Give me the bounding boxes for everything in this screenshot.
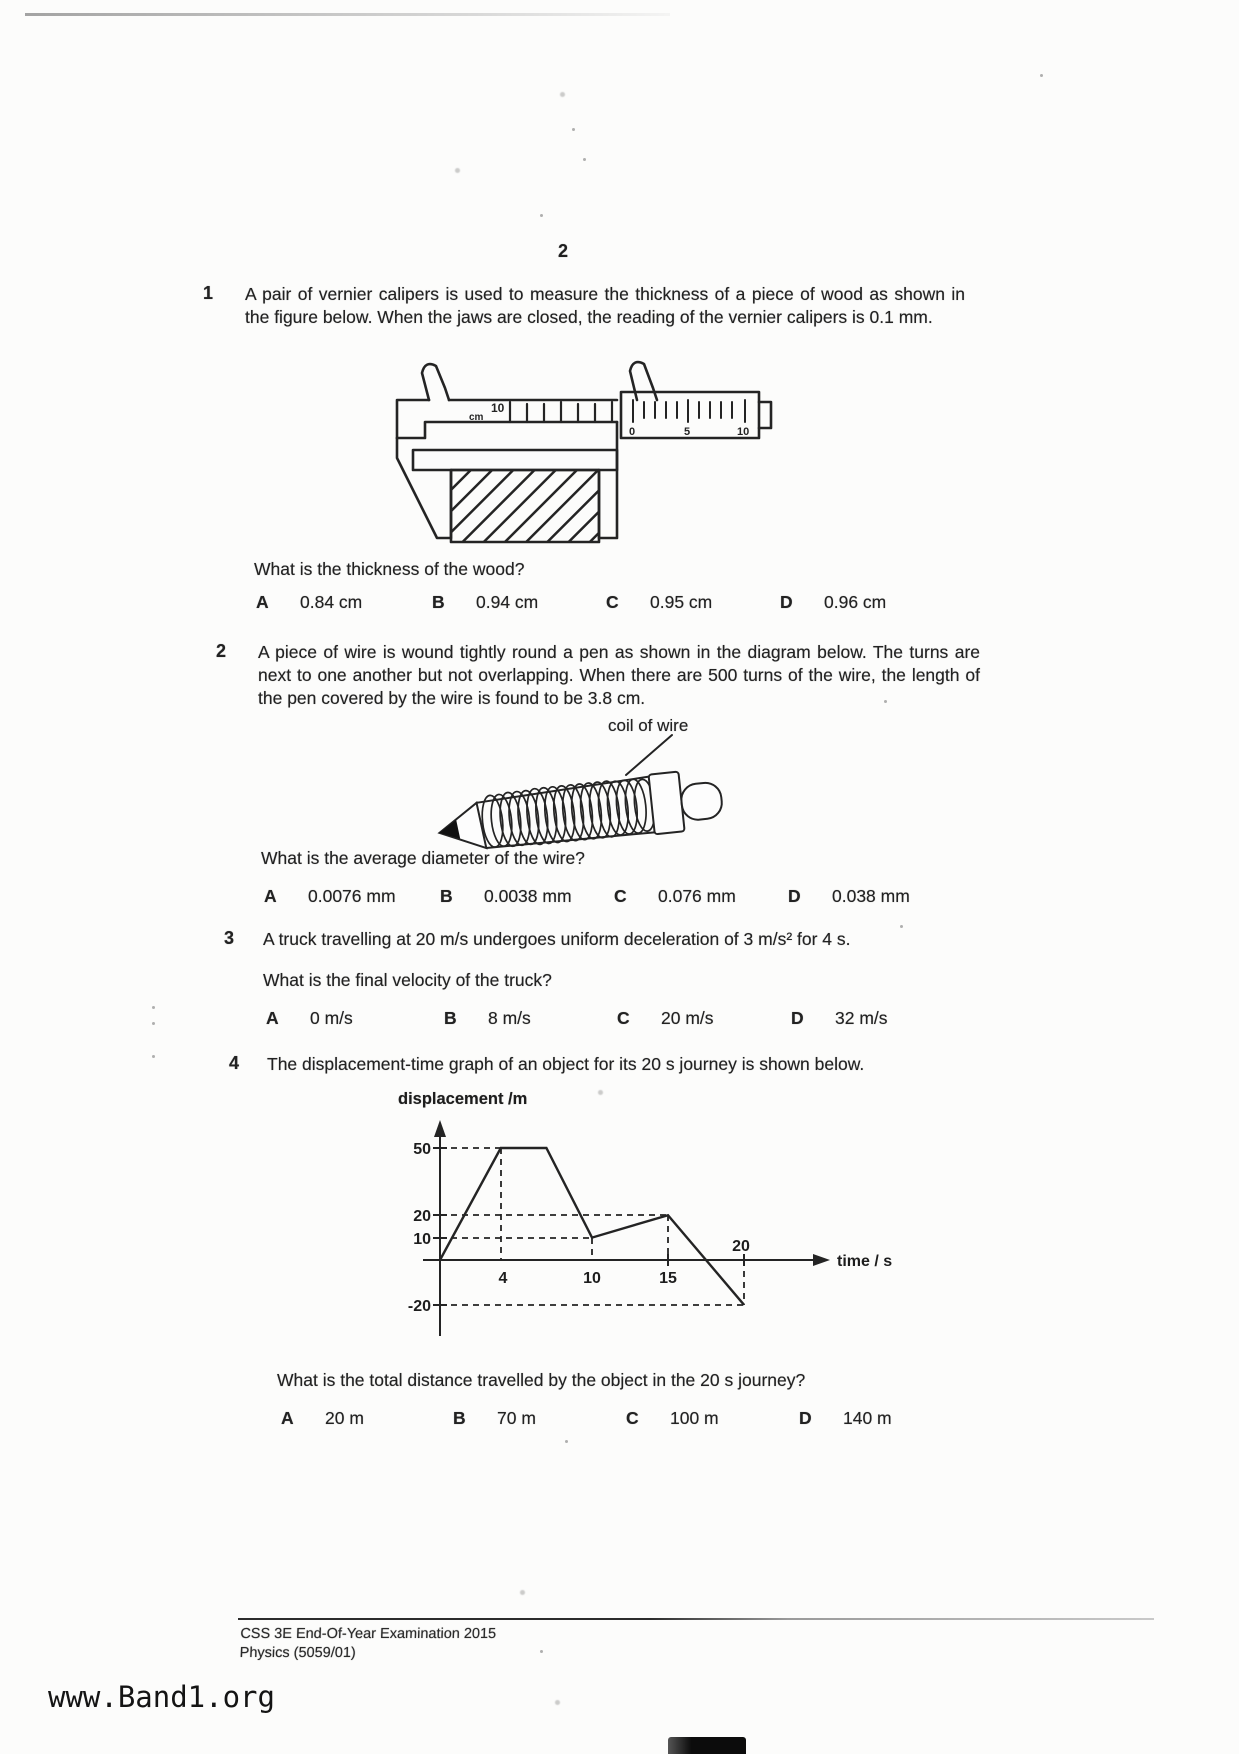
pencil-tip	[437, 802, 487, 852]
caliper-movable-jaw	[599, 422, 617, 538]
vernier-label-0: 0	[629, 426, 636, 438]
caliper-slider-prong	[630, 362, 657, 400]
question-3-text: A truck travelling at 20 m/s undergoes uniform deceleration of 3 m/s² for 4 s.	[263, 929, 851, 949]
scan-noise	[540, 1650, 543, 1653]
option-letter: C	[614, 886, 627, 906]
q1-option-d	[780, 592, 886, 613]
option-value: 0.94 cm	[476, 592, 539, 612]
question-1-text: A pair of vernier calipers is used to measure the thickness of a piece of wood as shown in the figure below. When the jaws are closed, the reading of the vernier calipers is 0.1 mm.	[245, 284, 965, 327]
q2-option-b	[440, 886, 572, 907]
callout-leader-line	[626, 735, 672, 775]
question-4-text: The displacement-time graph of an object for its 20 s journey is shown below.	[267, 1054, 865, 1074]
y-tick-label: 50	[413, 1141, 431, 1158]
option-value: 0.95 cm	[650, 592, 713, 612]
footer-exam-title: CSS 3E End-Of-Year Examination 2015	[240, 1626, 497, 1642]
q3-option-c	[617, 1008, 714, 1029]
scan-noise	[1040, 74, 1043, 77]
coil-of-wire-label: coil of wire	[608, 716, 689, 735]
question-3-prompt: What is the final velocity of the truck?	[263, 970, 552, 990]
scan-noise	[560, 92, 565, 97]
option-letter: C	[606, 592, 619, 612]
option-letter: D	[788, 886, 801, 906]
option-letter: B	[453, 1408, 466, 1428]
scan-noise	[583, 158, 586, 161]
wire-coil	[480, 776, 658, 850]
question-2-text: A piece of wire is wound tightly round a pen as shown in the diagram below. The turns are next to one another but not overlapping. When there are 500 turns of the wire, the length of the pen covered by the wire is found to be 3.8 cm.	[258, 642, 980, 708]
scan-noise	[598, 1090, 603, 1095]
scan-noise	[455, 168, 460, 173]
vernier-label-5: 5	[684, 426, 691, 438]
x-axis-arrow	[813, 1254, 830, 1266]
x-tick-label: 10	[583, 1270, 601, 1287]
main-scale-unit-label: cm	[469, 412, 484, 423]
pen-with-coil-figure	[420, 733, 760, 863]
vernier-calipers-figure	[385, 342, 775, 554]
vernier-ticks	[633, 400, 745, 422]
option-value: 0.84 cm	[300, 592, 363, 612]
option-letter: A	[256, 592, 269, 612]
scan-noise	[152, 1006, 155, 1009]
question-3-number: 3	[224, 928, 235, 948]
caliper-fixed-jaw	[397, 438, 451, 538]
q2-option-c	[614, 886, 736, 907]
scan-noise	[152, 1055, 155, 1058]
x-tick-label: 20	[732, 1238, 750, 1255]
q1-option-a	[256, 592, 362, 613]
option-value: 0.96 cm	[824, 592, 887, 612]
option-value: 8 m/s	[488, 1008, 531, 1028]
scan-noise	[565, 1440, 568, 1443]
y-tick-label: 20	[413, 1208, 431, 1225]
question-4-prompt: What is the total distance travelled by the object in the 20 s journey?	[277, 1370, 806, 1390]
scan-black-mark	[668, 1737, 746, 1754]
option-letter: C	[617, 1008, 630, 1028]
q4-option-d	[799, 1408, 892, 1429]
footer-subject: Physics (5059/01)	[239, 1645, 357, 1661]
option-value: 0.076 mm	[658, 886, 736, 906]
option-value: 70 m	[497, 1408, 536, 1428]
q2-option-d	[788, 886, 910, 907]
pencil-ferrule	[649, 772, 685, 835]
option-letter: B	[444, 1008, 457, 1028]
q3-option-d	[791, 1008, 888, 1029]
option-letter: A	[281, 1408, 294, 1428]
option-value: 0 m/s	[310, 1008, 353, 1028]
scan-noise	[572, 128, 575, 131]
caliper-shelf	[413, 450, 617, 470]
caliper-beam-end	[759, 402, 771, 428]
displacement-time-graph	[385, 1108, 905, 1363]
y-axis-label: displacement /m	[398, 1090, 528, 1108]
option-letter: C	[626, 1408, 639, 1428]
q4-option-c	[626, 1408, 719, 1429]
scan-noise	[520, 1590, 525, 1595]
scan-noise	[152, 1022, 155, 1025]
page-number: 2	[558, 241, 569, 261]
question-1-number: 1	[203, 283, 214, 303]
question-2-number: 2	[216, 641, 227, 661]
option-value: 32 m/s	[835, 1008, 888, 1028]
wood-block	[451, 470, 599, 542]
option-letter: D	[780, 592, 793, 612]
q3-option-b	[444, 1008, 531, 1029]
vernier-label-10: 10	[737, 426, 750, 438]
scan-noise	[540, 214, 543, 217]
option-letter: A	[266, 1008, 279, 1028]
q1-option-b	[432, 592, 538, 613]
y-tick-label: 10	[413, 1231, 431, 1248]
option-value: 20 m/s	[661, 1008, 714, 1028]
option-value: 100 m	[670, 1408, 719, 1428]
main-scale-number: 10	[491, 401, 505, 415]
footer	[239, 1625, 496, 1663]
question-2-prompt: What is the average diameter of the wire?	[261, 848, 585, 868]
option-letter: A	[264, 886, 277, 906]
q4-option-b	[453, 1408, 536, 1429]
question-4-number: 4	[229, 1053, 240, 1073]
y-tick-label: -20	[407, 1298, 431, 1315]
scan-noise	[555, 1700, 560, 1705]
x-axis-label: time / s	[837, 1253, 893, 1270]
option-value: 0.0076 mm	[308, 886, 396, 906]
footer-rule	[238, 1618, 1154, 1620]
pencil-eraser	[680, 781, 724, 821]
y-axis-arrow	[434, 1120, 446, 1137]
q1-option-c	[606, 592, 712, 613]
x-tick-label: 4	[498, 1270, 508, 1287]
watermark-url: www.Band1.org	[48, 1680, 275, 1714]
option-letter: D	[799, 1408, 812, 1428]
option-value: 0.0038 mm	[484, 886, 572, 906]
q2-option-a	[264, 886, 396, 907]
option-value: 140 m	[843, 1408, 892, 1428]
main-scale-ticks	[510, 402, 612, 422]
question-1-prompt: What is the thickness of the wood?	[254, 559, 525, 579]
option-value: 20 m	[325, 1408, 364, 1428]
q4-option-a	[281, 1408, 364, 1429]
option-letter: B	[432, 592, 445, 612]
q3-option-a	[266, 1008, 353, 1029]
caliper-fixed-prong	[422, 364, 449, 400]
option-letter: D	[791, 1008, 804, 1028]
option-value: 0.038 mm	[832, 886, 910, 906]
scan-line-artifact	[25, 13, 670, 16]
option-letter: B	[440, 886, 453, 906]
x-tick-label: 15	[659, 1270, 677, 1287]
